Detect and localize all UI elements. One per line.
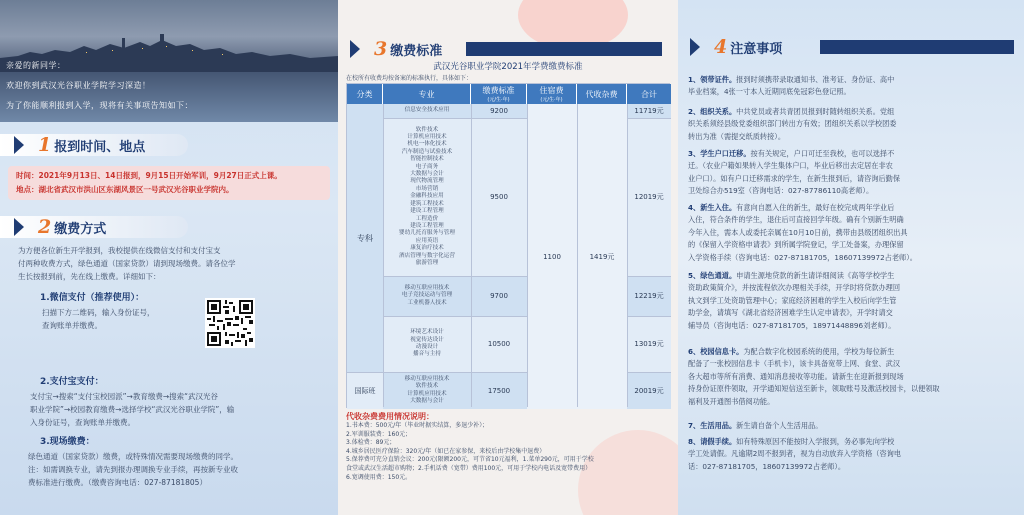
fee-note-line: 3.体检费：89元； — [346, 439, 396, 447]
notice-item-4: 4、新生入住。有意向自愿入住的新生，最好在校完成两年学业后 入住，符合条件的学生，退住后可直接回学年级。确有个别新生明确 今年入住，需本人或委托亲属在10月10日前，携带由县级团组织出具 的《保留入学资格申请表》到所属学院登记，学工处备案，办理保留 入学资格手续（咨询电话：027-87181705，18607139972占老师）。 — [688, 203, 917, 262]
category-intl: 国际班 — [347, 372, 383, 409]
table-row-majors: 软件技术 计算机应用技术 机电一体化技术 汽车制造与试验技术 智能控制技术 电子商务 大数据与会计 现代物流管理 市场营销 金融科技应用 建筑工程技术 建设工程管理 工程造价 建设工程管理 婴幼儿托育服务与管理 应用英语 康复治疗技术 酒店管理与数字化运营 旅游管理 — [383, 118, 471, 276]
alipay-line: 支付宝→搜索“支付宝校园派”→教育缴费→搜索“武汉光谷 — [30, 392, 219, 401]
table-row-total: 13019元 — [627, 316, 671, 372]
notice-item-2: 2、组织关系。中共党员或者共青团员报到时随转组织关系。党组 织关系须经县级党委组织部门转出方有效；团组织关系以学校团委 转出为准（需提交纸质转接）。 — [688, 107, 897, 141]
notice-item-3: 3、学生户口迁移。按有关规定，户口可迁至我校，也可以选择不 迁。（农业户籍如果转入学生集体户口，毕业后移出去定居在非农 业户口）。如有户口迁移需求的学生，在新生报到后，请咨询后勤保 卫处综合办519室（咨询电话：027-87786110高老师）。 — [688, 149, 901, 196]
table-row-total: 12219元 — [627, 276, 671, 316]
chevron-right-icon — [14, 136, 24, 154]
fee-note-line: 食堂或武汉生活超市购物；2.手机话费（宽带）费用100元，可用于学校内电话及宽带费用） — [346, 464, 592, 472]
agency-fee-cell: 1419元 — [577, 104, 627, 409]
notice-item-7: 7、生活用品。新生请自备个人生活用品。 — [688, 421, 823, 430]
section-1-title: 报到时间、地点 — [54, 139, 146, 155]
alipay-desc — [30, 390, 334, 429]
col-header-category: 分类 — [347, 84, 383, 104]
section-4-title: 注意事项 — [730, 41, 783, 57]
table-row-majors: 环境艺术设计 视觉传达设计 动漫设计 播音与主持 — [383, 316, 471, 372]
right-panel — [678, 0, 1024, 515]
table-row-tuition: 9700 — [471, 276, 527, 316]
table-row-total: 11719元 — [627, 104, 671, 118]
notice-item-1: 1、领带证件。报到时须携带录取通知书、准考证、身份证、高中 毕业档案，4张一寸本人近期同底免冠彩色登记照。 — [688, 75, 895, 97]
section-2-number: 2 — [38, 216, 52, 238]
onsite-pay-title: 3.现场缴费： — [40, 437, 95, 447]
fee-table — [346, 83, 670, 408]
table-row-tuition: 17500 — [471, 372, 527, 409]
middle-panel — [338, 0, 678, 515]
notice-item-8: 8、请假手续。如有特殊原因不能按时入学报到，务必事先向学校 学工处请假。凡逾期2周不报到者，视为自动放弃入学资格（咨询电 话：027-87181705，18607139972占老师）。 — [688, 437, 902, 471]
report-time: 时间：2021年9月13日、14日报到，9月15日开始军训，9月27日正式上课。 — [16, 171, 282, 180]
onsite-line: 绿色通道（国家贷款）缴费，或特殊情况需要现场缴费的同学。 — [28, 452, 238, 461]
welcome-line-2: 欢迎你到武汉光谷职业学院学习深造！ — [6, 81, 151, 90]
fee-note-line: 6.宽调使用费：150元。 — [346, 473, 412, 481]
onsite-line: 费标准进行缴费。（缴费咨询电话：027-87181805） — [28, 478, 207, 487]
table-row-total: 20019元 — [627, 372, 671, 409]
left-panel — [0, 0, 338, 515]
table-row-tuition: 9500 — [471, 118, 527, 276]
fee-notes — [346, 411, 670, 482]
report-info-box — [8, 166, 330, 200]
intro-line: 付两种收费方式，绿色通道（国家贷款）请到现场缴费。请各位学 — [18, 259, 236, 268]
payment-intro — [18, 244, 330, 283]
chevron-right-icon — [350, 40, 360, 58]
fee-notes-title: 代收杂费费用情况说明： — [346, 412, 434, 421]
table-row-tuition: 9200 — [471, 104, 527, 118]
col-header-total: 合计 — [627, 84, 671, 104]
welcome-line-3: 为了你能顺利报到入学，现将有关事项告知如下： — [6, 101, 193, 110]
table-row-majors: 移动互联应用技术 软件技术 计算机应用技术 大数据与会计 — [383, 372, 471, 409]
table-row-tuition: 10500 — [471, 316, 527, 372]
alipay-title: 2.支付宝支付： — [40, 377, 104, 387]
fee-note-line: 4.城乡居民医疗保险：320元/年（如已在家参保，来校后由学校集中退费） — [346, 447, 546, 455]
payment-qr-code[interactable] — [205, 298, 255, 348]
fee-table-title: 武汉光谷职业学院2021年学费缴费标准 — [433, 62, 583, 72]
chevron-right-icon — [14, 218, 24, 236]
chevron-right-icon — [690, 38, 700, 56]
section-4-header — [678, 36, 1018, 58]
alipay-line: 职业学院”→校园教育缴费→选择学校“武汉光谷职业学院”，输 — [30, 405, 235, 414]
col-header-major: 专业 — [383, 84, 471, 104]
section-2-title: 缴费方式 — [54, 221, 107, 237]
onsite-line: 注：如需调换专业，请先到报办理调换专业手续，再按新专业收 — [28, 465, 238, 474]
notice-item-5: 5、绿色通道。申请生源地贷款的新生请详细阅读《高等学校学生 资助政策简介》，并按流程依次办理相关手续，开学时将贷款办理回 执文到学工处资助管理中心；家庭经济困难的学生入校后向学生管 助学金，请填写《湖北省经济困难学生认定申请表》，开学时请交 辅导员（咨询电话：027-87181705，18971448896刘老师）。 — [688, 271, 901, 330]
fee-note-line: 2.军训服装费：160元； — [346, 430, 412, 438]
fee-note-line: 5.保荐费可充分直销会议：200元(限额200元，可节省10元福利，1.菜单290元，可用于学校 — [346, 456, 594, 464]
section-3-title: 缴费标准 — [390, 43, 443, 59]
intro-line: 为方便各位新生开学报到，我校提供在线微信支付和支付宝支 — [18, 246, 221, 255]
report-location: 地点：湖北省武汉市洪山区东湖风景区一号武汉光谷职业学院内。 — [16, 185, 234, 194]
lodging-fee-cell: 1100 — [527, 104, 577, 409]
notice-item-6: 6、校园信息卡。为配合数字化校园系统的使用，学校为每位新生 配备了一张校园信息卡（手机卡），该卡具备宽带上网、食堂、武汉 各大超市等所有消费、通知消息接收等功能。请新生在迎新报到现场 持身份证原件领取，开学通知短信送至新卡，领取账号及激活校园卡，以便领取 福利及开通图书借阅功能。 — [688, 347, 940, 406]
section-2-header — [0, 216, 188, 238]
col-header-tuition: 缴费标准 (元/生·年) — [471, 84, 527, 104]
section-1-header — [0, 134, 188, 156]
fee-note-line: 1.书本费：500元/年（毕业时据实结算，多退少补）； — [346, 422, 489, 429]
campus-photo — [0, 0, 338, 122]
section-3-number: 3 — [374, 38, 388, 60]
wechat-pay-desc — [42, 306, 202, 332]
section-4-number: 4 — [714, 36, 728, 58]
fee-table-note: 在校所有收费均按备案的标准执行，具体如下： — [346, 75, 473, 82]
col-header-agency: 代收杂费 — [577, 84, 627, 104]
table-row-majors: 信息安全技术应用 — [383, 104, 471, 118]
table-row-majors: 移动互联应用技术 电子竞技运动与管理 工业机器人技术 — [383, 276, 471, 316]
intro-line: 生长按报到前，先在线上缴费。详细如下： — [18, 272, 161, 281]
col-header-lodging: 住宿费 (元/生·年) — [527, 84, 577, 104]
table-row-total: 12019元 — [627, 118, 671, 276]
section-1-number: 1 — [38, 134, 52, 156]
onsite-pay-desc — [28, 450, 334, 489]
wechat-line: 扫描下方二维码，输入身份证号， — [42, 308, 155, 317]
section-3-header — [338, 38, 668, 60]
wechat-pay-title: 1.微信支付（推荐使用）： — [40, 293, 145, 303]
wechat-line: 查询账单并缴费。 — [42, 321, 102, 330]
category-special: 专科 — [347, 104, 383, 372]
alipay-line: 入身份证号，查询账单并缴费。 — [30, 418, 135, 427]
welcome-line-1: 亲爱的新同学： — [6, 61, 66, 70]
